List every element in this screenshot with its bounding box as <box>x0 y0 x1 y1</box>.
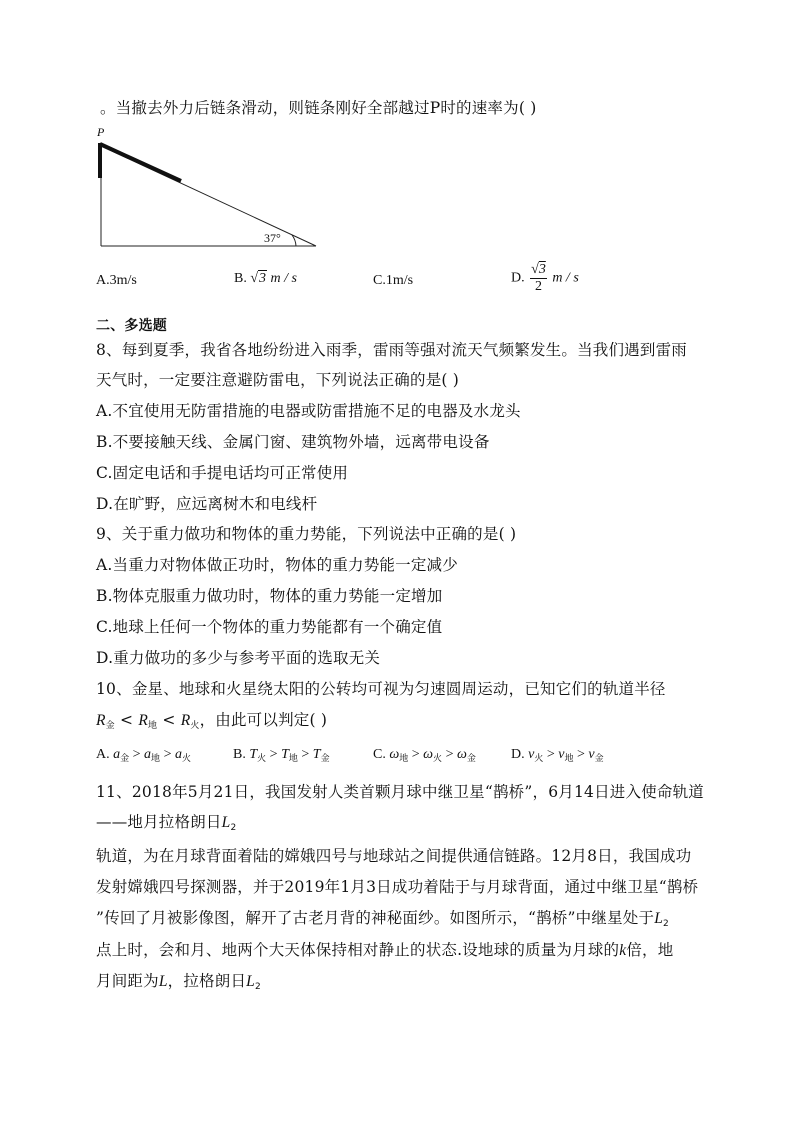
q10-stem-2: R金 < R地 < R火，由此可以判定( ) <box>96 711 328 731</box>
q11-line-5: ”传回了月被影像图，解开了古老月背的神秘面纱。如图所示，“鹊桥”中继星处于L2 <box>96 909 669 929</box>
q8-option-a: A.不宜使用无防雷措施的电器或防雷措施不足的电器及水龙头 <box>96 402 521 420</box>
q8-option-d: D.在旷野，应远离树木和电线杆 <box>96 495 318 513</box>
q7-b-radicand: 3 <box>259 271 267 286</box>
q10-option-c: C. $\omega_地 > \omega_火 > \omega_金$ <box>373 747 476 764</box>
q10-option-d: D. $v_火 > v_地 > v_金$ <box>511 747 604 764</box>
q11-line-1: 11、2018年5月21日，我国发射人类首颗月球中继卫星“鹊桥”，6月14日进入使命轨道 <box>96 783 704 801</box>
q11-line-4: 发射嫦娥四号探测器，并于2019年1月3日成功着陆于与月球背面，通过中继卫星“鹊桥 <box>96 878 699 896</box>
q7-option-c: C.1m/s <box>373 273 414 288</box>
q7-option-b <box>234 271 297 287</box>
q9-option-d: D.重力做功的多少与参考平面的选取无关 <box>96 649 381 667</box>
q10-stem-1: 10、金星、地球和火星绕太阳的公转均可视为匀速圆周运动，已知它们的轨道半径 <box>96 680 666 698</box>
q7-d-denominator: 2 <box>534 279 542 294</box>
q7-d-unit: m / s <box>552 270 579 286</box>
q7-b-unit: m / s <box>270 271 297 286</box>
angle-label: 37° <box>264 231 281 245</box>
q10-stem-2-tail: ，由此可以判定( ) <box>199 711 328 729</box>
q7-option-d <box>511 262 579 295</box>
q8-stem-2: 天气时，一定要注意避防雷电，下列说法正确的是( ) <box>96 371 460 389</box>
section-title: 二、多选题 <box>96 318 167 334</box>
q8-option-c: C.固定电话和手提电话均可正常使用 <box>96 464 349 482</box>
q8-option-b: B.不要接触天线、金属门窗、建筑物外墙，远离带电设备 <box>96 433 490 451</box>
q7-option-a: A.3m/s <box>96 273 137 288</box>
q10-option-a: A. $a_金 > a_地 > a_火$ <box>96 747 191 764</box>
sqrt-symbol: √3 <box>250 271 267 286</box>
q10-cond-sym1: R <box>96 712 106 729</box>
q10-cond-sym3: R <box>180 712 191 729</box>
q7-d-fraction <box>530 262 547 295</box>
q11-line-3: 轨道，为在月球背面着陆的嫦娥四号与地球站之间提供通信链路。12月8日，我国成功 <box>96 847 692 865</box>
q9-option-b: B.物体克服重力做功时，物体的重力势能一定增加 <box>96 587 443 605</box>
q7-option-b-prefix: B. <box>234 271 247 286</box>
q9-option-c: C.地球上任何一个物体的重力势能都有一个确定值 <box>96 618 443 636</box>
q7-option-d-prefix: D. <box>511 270 525 286</box>
q7-d-numerator: √3 <box>531 262 546 277</box>
q7-stem: 。当撤去外力后链条滑动，则链条刚好全部越过P时的速率为( ) <box>100 99 537 117</box>
q10-cond-sym2: R <box>138 712 149 729</box>
q10-option-b: B. $T_火 > T_地 > T_金$ <box>233 747 330 764</box>
q11-line-7: 月间距为L，拉格朗日L2 <box>96 972 261 992</box>
q9-stem: 9、关于重力做功和物体的重力势能，下列说法中正确的是( ) <box>96 525 517 543</box>
chain-incline <box>100 144 181 181</box>
point-p-label: P <box>97 125 105 139</box>
q11-line-2: ——地月拉格朗日L2 <box>96 813 237 833</box>
q11-line-6: 点上时，会和月、地两个大天体保持相对静止的状态.设地球的质量为月球的k倍，地 <box>96 941 674 959</box>
q8-stem-1: 8、每到夏季，我省各地纷纷进入雨季，雷雨等强对流天气频繁发生。当我们遇到雷雨 <box>96 341 687 359</box>
q9-option-a: A.当重力对物体做正功时，物体的重力势能一定减少 <box>96 556 458 574</box>
